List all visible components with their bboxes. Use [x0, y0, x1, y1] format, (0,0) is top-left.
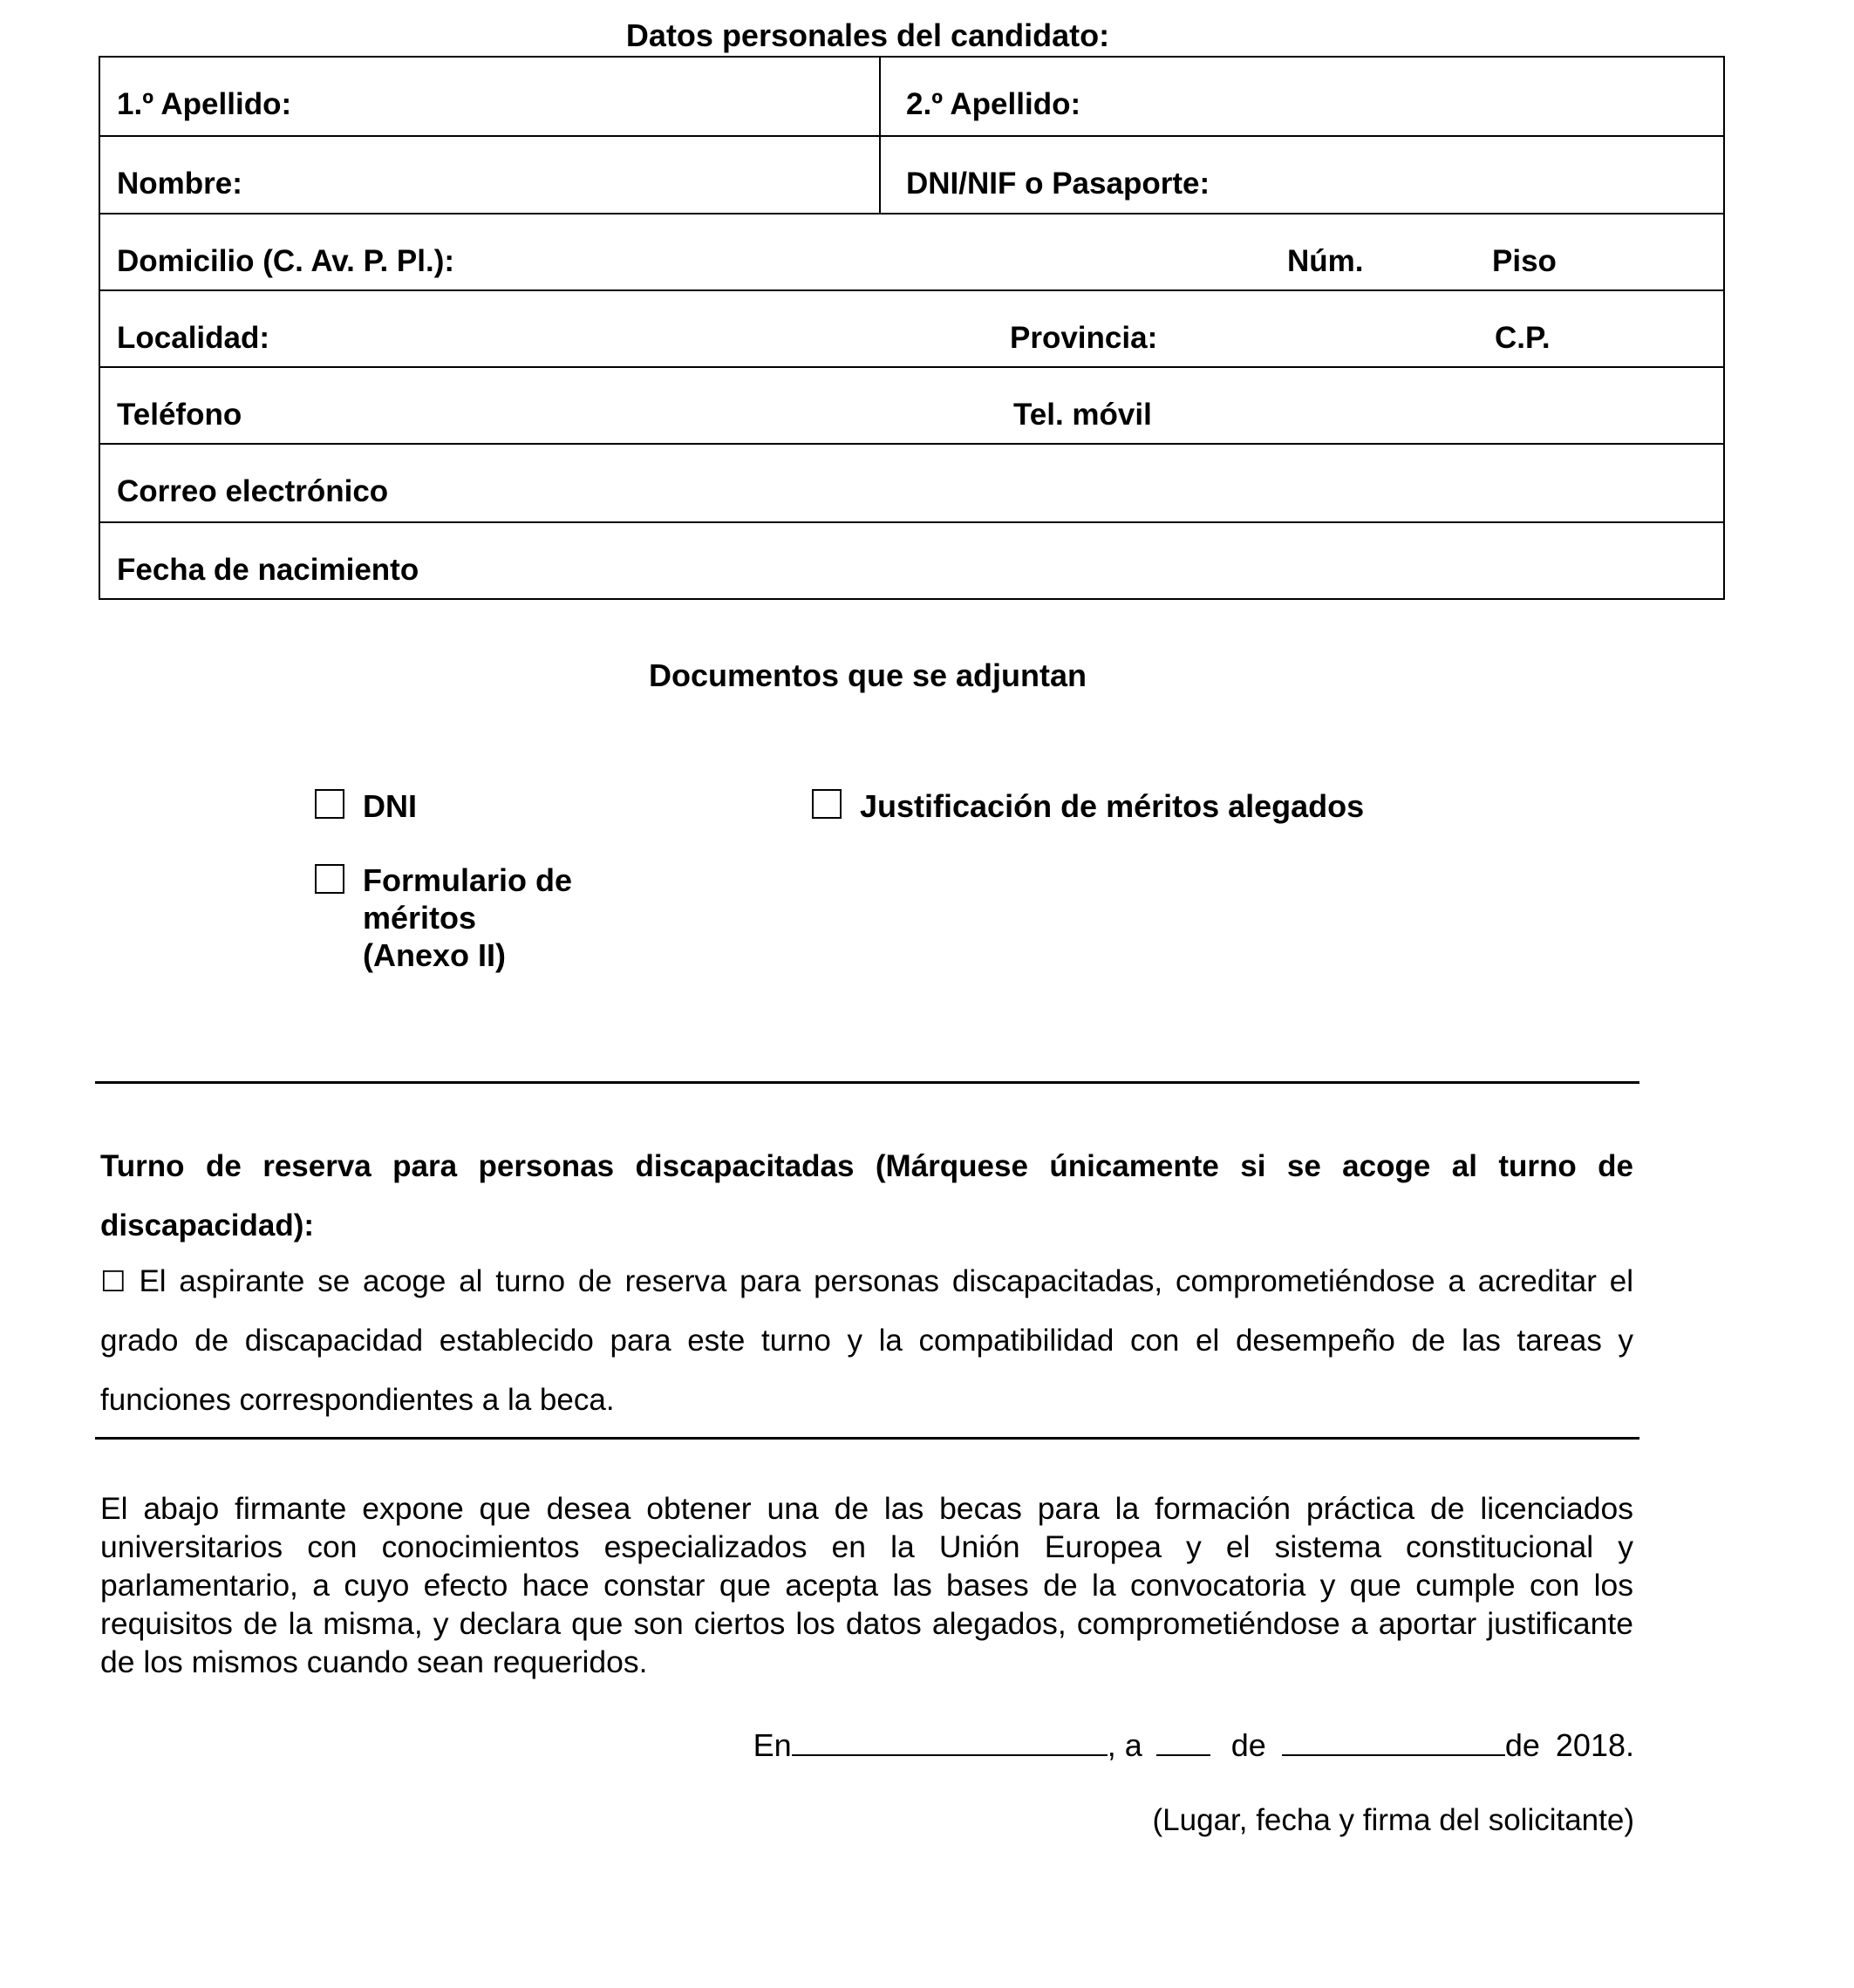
reserva-heading: Turno de reserva para personas discapacitadas (Márquese únicamente si se acoge al turno de discapacidad): [100, 1149, 1633, 1242]
field-apellido2[interactable]: 2.º Apellido: [906, 87, 1081, 121]
field-nombre[interactable]: Nombre: [117, 167, 242, 201]
divider-top [95, 1081, 1639, 1084]
formulario-label-line: (Anexo II) [363, 937, 507, 973]
field-telefono[interactable]: Teléfono [117, 398, 242, 432]
documents-title: Documentos que se adjuntan [648, 657, 1087, 693]
place-blank[interactable] [792, 1725, 1108, 1756]
field-apellido1[interactable]: 1.º Apellido: [117, 87, 292, 121]
signature-line [753, 1725, 1634, 1764]
row-telefono [100, 366, 1723, 443]
field-dni[interactable]: DNI/NIF o Pasaporte: [906, 167, 1210, 201]
declaration-text: El abajo firmante expone que desea obtener una de las becas para la formación práctica de licenciados universitarios con conocimientos especializados en la Unión Europea y el sistema constitucional y parlamentario, a cuyo efecto hace constar que acepta las bases de la convocatoria y que cumple con los requisitos de la misma, y declara que son ciertos los datos alegados, comprometiéndose a aportar justificante de los mismos cuando sean requeridos. [100, 1491, 1633, 1679]
formulario-label [363, 861, 572, 974]
de1-label: de [1230, 1727, 1266, 1763]
field-cp[interactable]: C.P. [1495, 321, 1551, 355]
field-localidad[interactable]: Localidad: [117, 321, 270, 355]
row-nacimiento [100, 521, 1723, 600]
formulario-label-line: méritos [363, 900, 477, 936]
justificacion-checkbox[interactable] [812, 789, 842, 819]
field-domicilio[interactable]: Domicilio (C. Av. P. Pl.): [117, 244, 454, 278]
day-blank[interactable] [1156, 1725, 1210, 1756]
signature-caption: (Lugar, fecha y firma del solicitante) [1152, 1803, 1634, 1837]
row-domicilio [100, 213, 1723, 289]
formulario-checkbox[interactable] [315, 864, 344, 894]
personal-data-table [99, 56, 1725, 600]
row-nombre-dni [100, 135, 1723, 213]
dni-label: DNI [363, 788, 417, 824]
field-num[interactable]: Núm. [1287, 244, 1364, 278]
justificacion-label: Justificación de méritos alegados [860, 788, 1365, 824]
row-localidad [100, 289, 1723, 366]
field-movil[interactable]: Tel. móvil [1013, 398, 1152, 432]
en-label: En [753, 1727, 792, 1763]
personal-data-title: Datos personales del candidato: [625, 17, 1110, 53]
field-piso[interactable]: Piso [1492, 244, 1557, 278]
reserva-checkbox[interactable]: ☐ [100, 1264, 126, 1298]
reserva-paragraph [100, 1252, 1633, 1430]
field-correo[interactable]: Correo electrónico [117, 474, 389, 508]
a-label: , a [1107, 1727, 1142, 1763]
reserva-text: El aspirante se acoge al turno de reserva para personas discapacitadas, comprometiéndose a acreditar el grado de discapacidad establecido para este turno y la compatibilidad con el desempeño de las tareas y funciones correspondientes a la beca. [100, 1264, 1633, 1417]
row-correo [100, 443, 1723, 521]
de2-label: de [1504, 1727, 1540, 1763]
field-nacimiento[interactable]: Fecha de nacimiento [117, 553, 419, 587]
divider-bottom [95, 1437, 1639, 1440]
dni-checkbox[interactable] [315, 789, 344, 819]
year-label: 2018. [1555, 1727, 1634, 1763]
formulario-label-line: Formulario de [363, 862, 573, 898]
row-apellidos [100, 58, 1723, 135]
field-provincia[interactable]: Provincia: [1010, 321, 1158, 355]
month-blank[interactable] [1282, 1725, 1505, 1756]
